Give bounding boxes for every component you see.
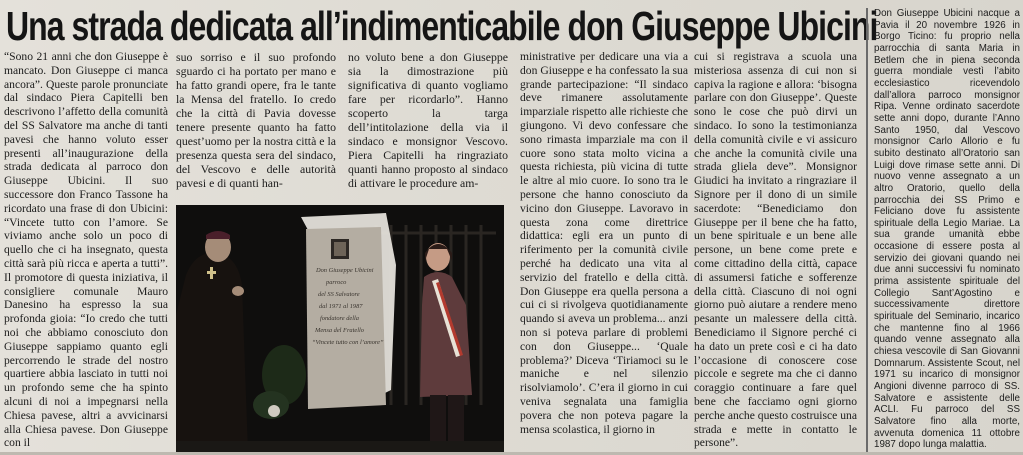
plaque-line-1: Don Giuseppe Ubicini: [316, 267, 374, 274]
plaque-line-2: parroco: [326, 279, 347, 286]
biography-text: Don Giuseppe Ubicini nacque a Pavia il 20 novembre 1926 in Borgo Ticino: fu proprio nella parrocchia di santa Maria in Betlem che in piena seconda guerra mondiale vestì l’abito ecclesiastico ricevendolo dall’allora parroco monsignor Ripa. Venne ordinato sacerdote sette anni dopo, durante l’Anno Santo 1950, dal Vescovo monsignor Carlo Allorio e fu subito destinato all’Oratorio san Luigi dove rimase sette anni. Di nuovo venne assegnato a un altro Oratorio, quello della parrocchia dei SS Primo e Feliciano dove fu assistente spirituale della Legio Mariae. La sua grande umanità ebbe occasione di essere posta al servizio dei giovani quando nei due anni successivi fu nominato prima assistente spirituale del Collegio Sant’Agostino e successivamente direttore spirituale del Seminario, incarico che mantenne fino al 1966 quando venne assegnato alla chiesa vescovile di San Giovanni Domnarum. Assistente Scout, nel 1971 su incarico di monsignor Angioni divenne parroco di SS. Salvatore e assistente delle ACLI. Fu parroco del SS Salvatore fino alla morte, avvenuta domenica 11 ottobre 1987 dopo lunga malattia.: [874, 8, 1020, 451]
column-2-text: suo sorriso e il suo profondo sguardo ci ha portato per mano e ha fatto grandi opere, fra le tante la Mensa del fratello. Io credo che la città di Pavia dovesse tenere presente quanto ha fatto quest’uomo per la nostra città e la presenza questa sera del sindaco, del Vescovo e delle autorità pavesi e di quanti han-: [176, 50, 336, 190]
biography-sidebar: [866, 8, 1020, 452]
plaque-line-5: fondatore della: [320, 315, 359, 322]
article-column-1: [4, 50, 168, 450]
bishop-figure: [176, 253, 248, 452]
headline: Una strada dedicata all’indimenticabile don Giuseppe Ubicini: [6, 3, 878, 49]
article-column-2: [176, 50, 336, 190]
column-1-text: “Sono 21 anni che don Giuseppe è mancato. Don Giuseppe ci manca ancora”. Queste parole pronunciate dal sindaco Piera Capitelli ben descrivono l’affetto della comunità del SS Salvatore ma anche di tanti pavesi che hanno voluto esser presenti all’inaugurazione della strada dedicata al parroco don Giuseppe Ubicini. Il suo successore don Franco Tassone ha ricordato una frase di don Ubicini: “Vincete tutto con l’amore. Se viviamo anche solo un poco di quello che ci ha insegnato, questa città sarà più ricca e aperta a tutti”. Il promotore di questa iniziativa, il consigliere comunale Mauro Danesino ha espresso la sua profonda gioia: “Io credo che tutti noi che abbiamo conosciuto don Giuseppe sappiamo quanto egli percorrendo le strade del nostro quartiere abbia lasciato in tutti noi un profondo seme che ha spinto alcuni di noi a impegnarsi nella Chiesa pavese, altri a avvicinarsi alla Chiesa pavese. Don Giuseppe con il: [4, 50, 168, 450]
column-4-text: ministrative per dedicare una via a don Giuseppe e ha confessato la sua grande partecipazione: “Il sindaco deve rimanere assolutamente imparziale rispetto alle richieste che giungono. Vi devo confessare che sono rimasta imparziale ma con il cuore sono stata molto vicina a questa richiesta, più vicina di tutte le altre al mio cuore. Io sono tra le persone che hanno conosciuto da vicino don Giuseppe. Lavoravo in questa zona come direttrice didattica: egli era un punto di riferimento per la comunità civile perché ha dedicato una vita al servizio del fratello e della città. Don Giuseppe era quella persona a cui ci si rivolgeva quotidianamente quando si aveva un problema... anzi non si poteva parlare di problemi con don Giuseppe... ‘Quale problema?’ Diceva ‘Tiriamoci su le maniche e nel silenzio risolviamolo’. C’era il giorno in cui veniva segnalata una famiglia povera che non poteva pagare la mensa scolastica, il giorno in: [520, 50, 688, 436]
column-5-text: cui si registrava a scuola una misteriosa assenza di cui non si capiva la ragione e allora: ‘bisogna parlare con don Giuseppe’. Queste sono le cose che può dirvi un sindaco. Io sono la testimonianza della comunità civile e vi assicuro che anche la comunità civile una strada gliela deve”. Monsignor Giudici ha invitato a ringraziare il Signore per il dono di un simile sacerdote: “Benediciamo don Giuseppe per il bene che ha fatto, un bene spirituale e un bene alle persone, un bene come prete e come cittadino della città, capace di assumersi fatiche e sofferenze della città. Ciascuno di noi ogni giorno può aiutare a rendere meno pesante un malessere della città. Benediciamo il Signore perché ci ha dato un prete così e ci ha dato l’occasione di conoscere cose piccole e segrete ma che ci danno coraggio continuare a fare quel bene che facciamo ogni giorno perche anche questo costruisce una strada e mette in contatto le persone”.: [694, 50, 857, 450]
plaque-line-7: “Vincete tutto con l’amore”: [312, 339, 384, 346]
ceremony-photo-illustration: [176, 205, 504, 452]
column-3-text: no voluto bene a don Giuseppe sia la dimostrazione più significativa di quanto vogliamo fare per ricordarlo”. Hanno scoperto la targa dell’intitolazione della via il sindaco e monsignor Vescovo. Piera Capitelli ha ringraziato quanti hanno proposto al sindaco di attivare le procedure am-: [348, 50, 508, 190]
plaque-line-4: dal 1971 al 1987: [319, 303, 363, 310]
plaque-line-3: del SS Salvatore: [318, 291, 360, 298]
article-column-3: [348, 50, 508, 190]
ceremony-photo: [176, 205, 504, 452]
article-column-4: [520, 50, 688, 450]
article-column-5: [694, 50, 857, 450]
plaque-line-6: Mensa del Fratello: [315, 327, 364, 334]
